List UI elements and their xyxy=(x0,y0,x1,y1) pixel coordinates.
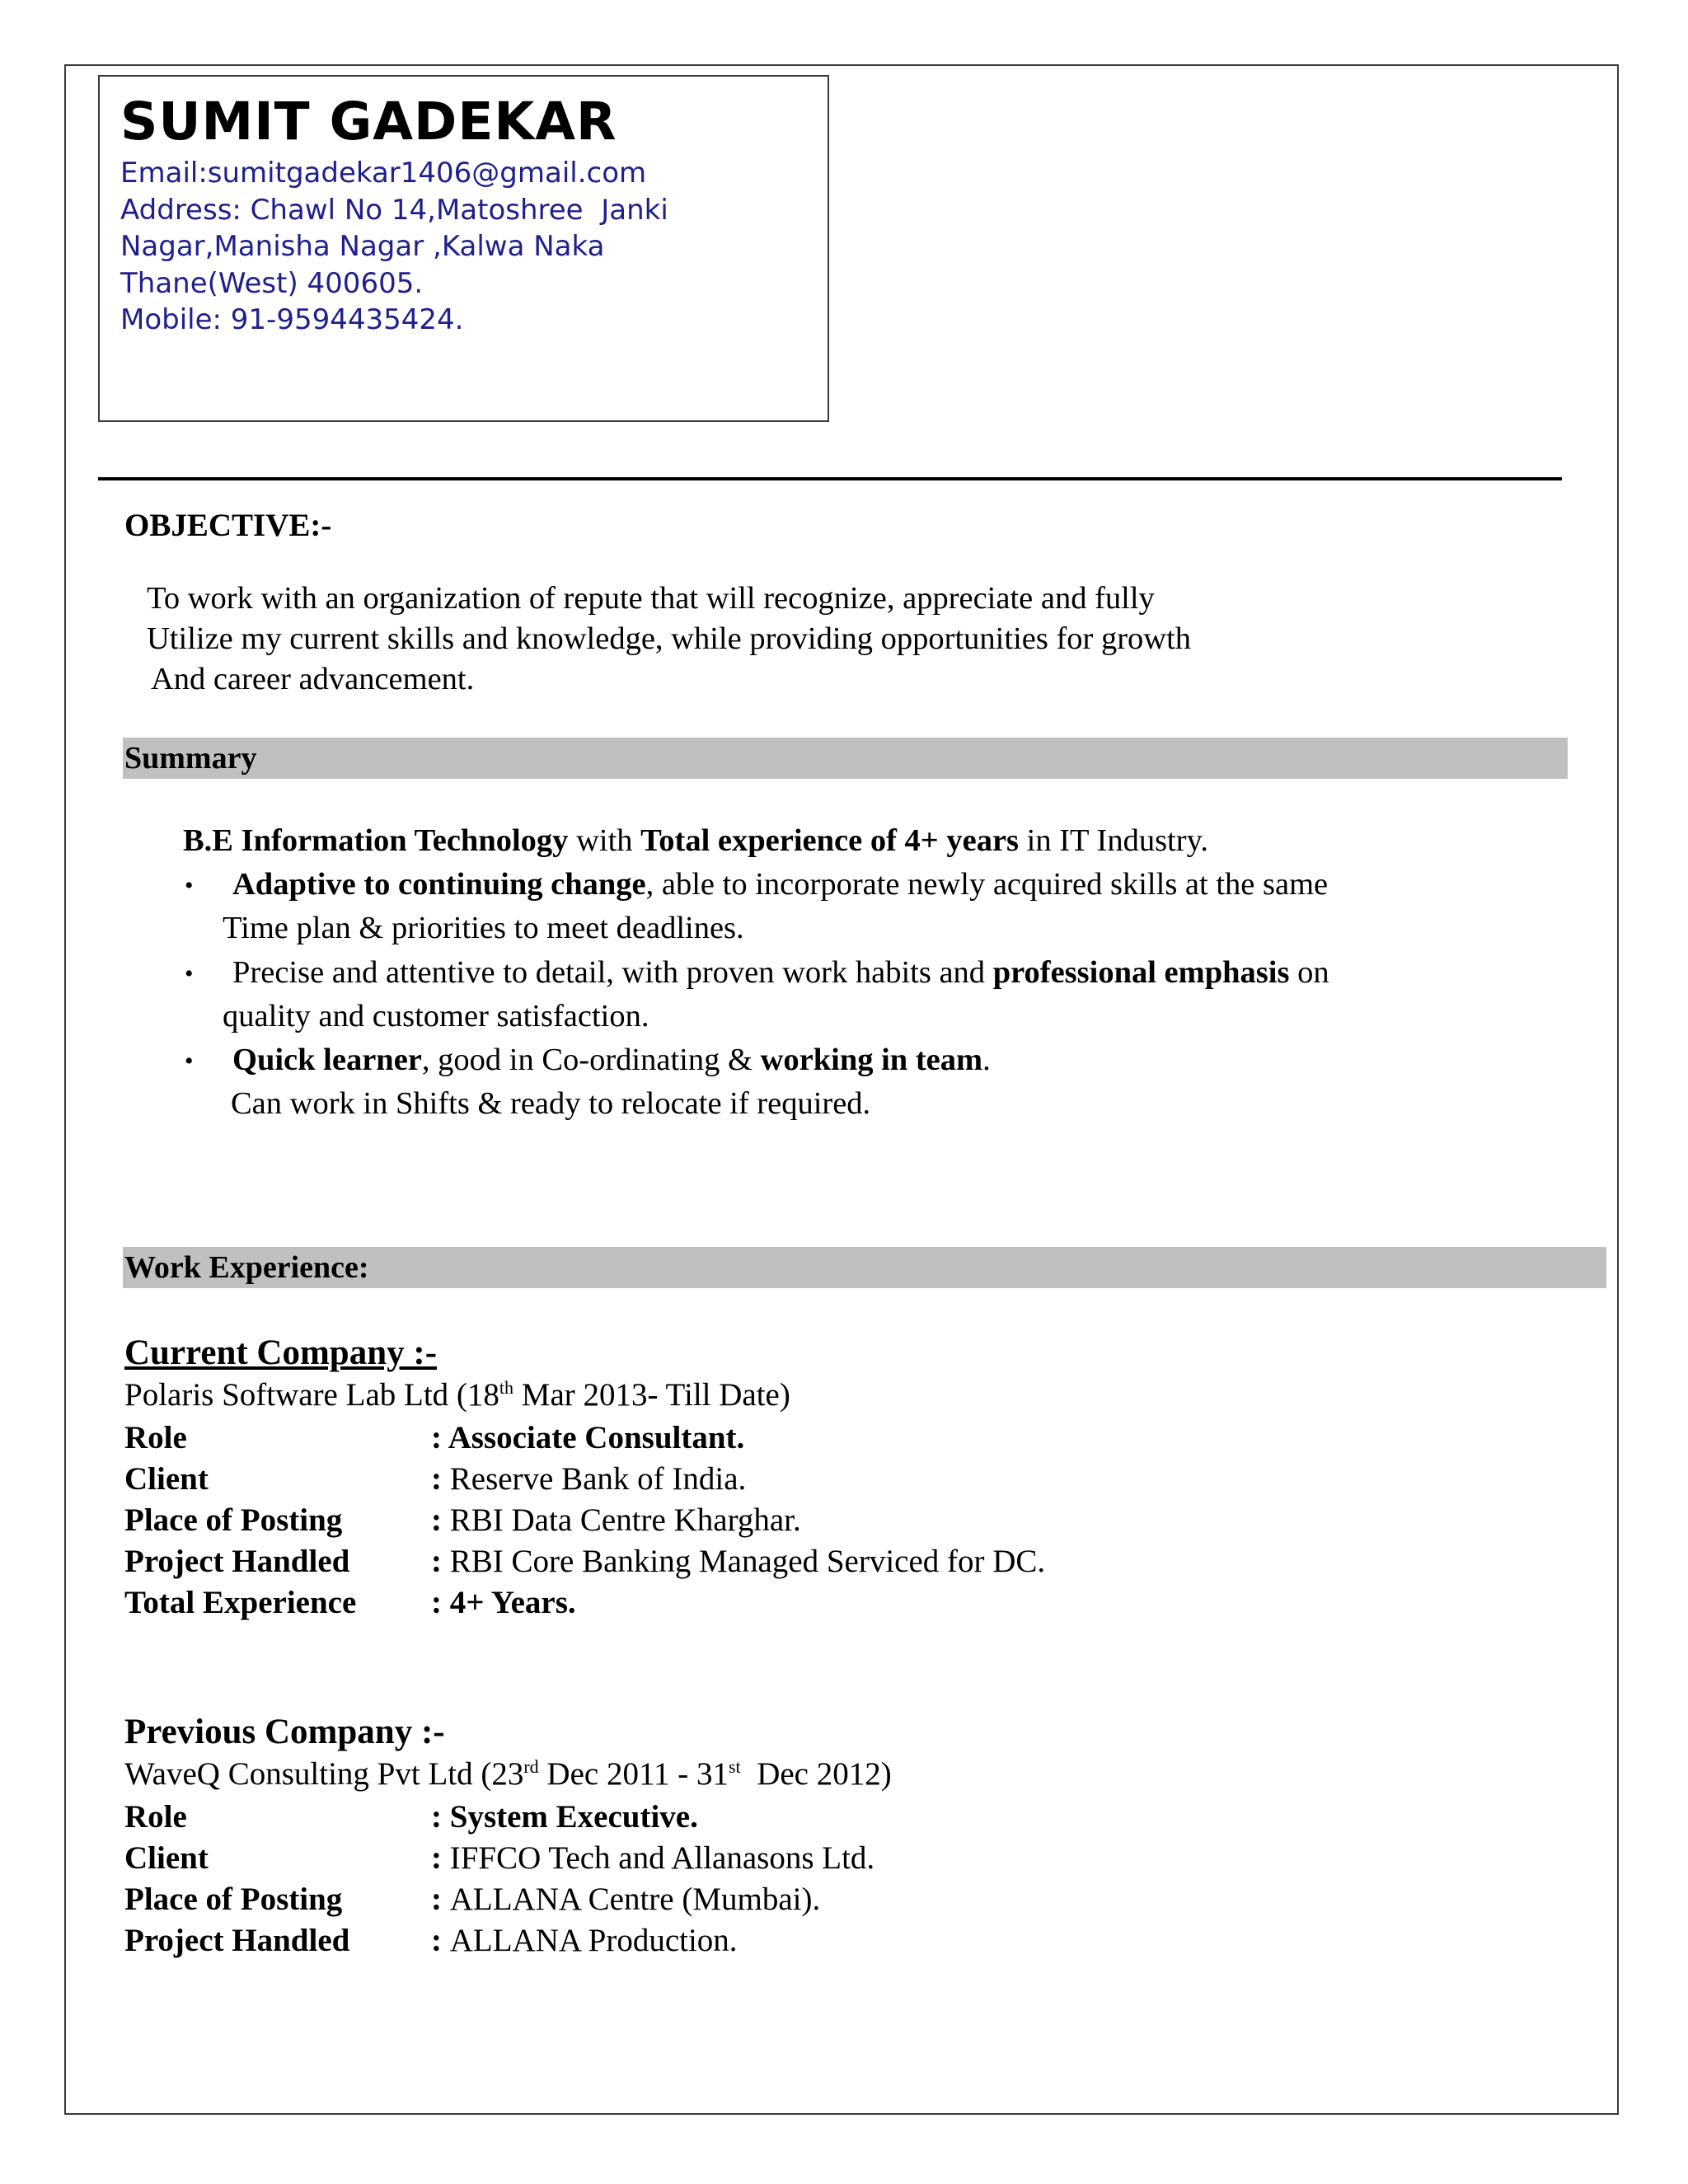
current-company-sup: th xyxy=(499,1377,514,1398)
previous-company-pre: WaveQ Consulting Pvt Ltd (23 xyxy=(124,1756,524,1792)
current-company-heading: Current Company :- xyxy=(124,1333,438,1372)
bullet-1-rest: , able to incorporate newly acquired skills at the same xyxy=(645,867,1329,902)
previous-posting-label: Place of Posting xyxy=(124,1882,343,1917)
current-client-text: Reserve Bank of India. xyxy=(449,1461,747,1497)
previous-role-value xyxy=(431,1797,698,1838)
current-role-value xyxy=(431,1418,744,1459)
objective-line-3: And career advancement. xyxy=(151,662,475,696)
previous-role-label: Role xyxy=(124,1799,187,1835)
address-line-3: Thane(West) 400605. xyxy=(120,266,424,300)
summary-bullet-2 xyxy=(232,953,1329,992)
previous-posting-value xyxy=(431,1879,820,1920)
current-posting-colon: : xyxy=(431,1502,450,1538)
objective-heading: OBJECTIVE:- xyxy=(124,508,332,543)
summary-bullet-3 xyxy=(232,1040,991,1080)
current-role-label: Role xyxy=(124,1420,187,1455)
previous-company-sup-2: st xyxy=(729,1756,741,1777)
summary-industry: in IT Industry. xyxy=(1019,823,1208,858)
address-line-1: Address: Chawl No 14,Matoshree Janki xyxy=(120,193,668,227)
address-line-2: Nagar,Manisha Nagar ,Kalwa Naka xyxy=(120,230,605,263)
summary-bullet-1 xyxy=(232,865,1328,904)
previous-company-sup-1: rd xyxy=(523,1756,539,1777)
current-project-colon: : xyxy=(431,1544,450,1579)
mobile-line: Mobile: 91-9594435424. xyxy=(120,303,464,336)
current-project-value xyxy=(431,1541,1045,1582)
bullet-dot-3: • xyxy=(185,1047,194,1075)
objective-line-1: To work with an organization of repute that will recognize, appreciate and fully xyxy=(147,581,1155,616)
header-divider xyxy=(98,477,1562,480)
current-client-value xyxy=(431,1459,746,1500)
current-posting-text: RBI Data Centre Kharghar. xyxy=(449,1502,801,1538)
work-heading-bar xyxy=(123,1247,1606,1288)
work-heading: Work Experience: xyxy=(124,1250,369,1285)
previous-company-name xyxy=(124,1755,892,1794)
summary-bullet-3-line-2: Can work in Shifts & ready to relocate if required. xyxy=(231,1086,871,1121)
previous-company-mid: Dec 2011 - 31 xyxy=(538,1756,729,1792)
bullet-3-bold-2: working in team xyxy=(760,1043,983,1077)
current-company-pre: Polaris Software Lab Ltd (18 xyxy=(124,1377,499,1413)
previous-project-text: ALLANA Production. xyxy=(449,1923,738,1958)
previous-company-post: Dec 2012) xyxy=(740,1756,892,1792)
summary-heading: Summary xyxy=(124,741,257,776)
summary-experience: Total experience of 4+ years xyxy=(640,823,1020,858)
previous-client-label: Client xyxy=(124,1840,209,1876)
previous-client-colon: : xyxy=(431,1840,450,1876)
current-project-label: Project Handled xyxy=(124,1544,350,1579)
current-client-colon: : xyxy=(431,1461,450,1497)
current-client-label: Client xyxy=(124,1461,209,1497)
bullet-3-bold-1: Quick learner xyxy=(232,1043,422,1077)
bullet-3-mid: , good in Co-ordinating & xyxy=(421,1043,761,1077)
bullet-1-bold: Adaptive to continuing change xyxy=(232,867,646,902)
current-posting-value xyxy=(431,1500,801,1541)
bullet-2-post: on xyxy=(1289,955,1329,990)
previous-project-value xyxy=(431,1920,738,1961)
objective-line-2: Utilize my current skills and knowledge, while providing opportunities for growth xyxy=(147,621,1192,656)
current-posting-label: Place of Posting xyxy=(124,1502,343,1538)
current-company-name xyxy=(124,1376,790,1415)
contact-details xyxy=(120,155,668,339)
previous-client-text: IFFCO Tech and Allanasons Ltd. xyxy=(449,1840,875,1876)
previous-project-label: Project Handled xyxy=(124,1923,350,1958)
previous-client-value xyxy=(431,1838,874,1879)
previous-role-text: System Executive. xyxy=(449,1799,698,1835)
current-experience-label: Total Experience xyxy=(124,1585,357,1620)
previous-role-colon: : xyxy=(431,1799,450,1835)
summary-heading-bar xyxy=(123,738,1568,779)
previous-posting-text: ALLANA Centre (Mumbai). xyxy=(449,1882,821,1917)
summary-degree: B.E Information Technology xyxy=(183,823,569,858)
previous-company-heading: Previous Company :- xyxy=(124,1713,445,1751)
current-project-text: RBI Core Banking Managed Serviced for DC. xyxy=(449,1544,1046,1579)
previous-project-colon: : xyxy=(431,1923,450,1958)
summary-bullet-2-line-2: quality and customer satisfaction. xyxy=(223,999,649,1033)
current-role-text: Associate Consultant. xyxy=(448,1420,745,1455)
bullet-2-bold: professional emphasis xyxy=(992,955,1290,990)
current-experience-colon: : xyxy=(431,1585,450,1620)
bullet-3-end: . xyxy=(982,1043,991,1077)
bullet-dot-2: • xyxy=(185,960,194,987)
summary-with: with xyxy=(568,823,641,858)
previous-posting-colon: : xyxy=(431,1882,450,1917)
current-company-post: Mar 2013- Till Date) xyxy=(513,1377,790,1413)
email-line: Email:sumitgadekar1406@gmail.com xyxy=(120,157,647,190)
summary-intro xyxy=(183,821,1208,860)
current-experience-text: 4+ Years. xyxy=(449,1585,576,1620)
bullet-dot-1: • xyxy=(185,872,194,899)
candidate-name: SUMIT GADEKAR xyxy=(120,91,617,152)
bullet-2-pre: Precise and attentive to detail, with proven work habits and xyxy=(232,955,993,990)
current-role-colon: : xyxy=(431,1420,448,1455)
current-experience-value xyxy=(431,1582,576,1624)
summary-bullet-1-line-2: Time plan & priorities to meet deadlines. xyxy=(223,911,744,945)
